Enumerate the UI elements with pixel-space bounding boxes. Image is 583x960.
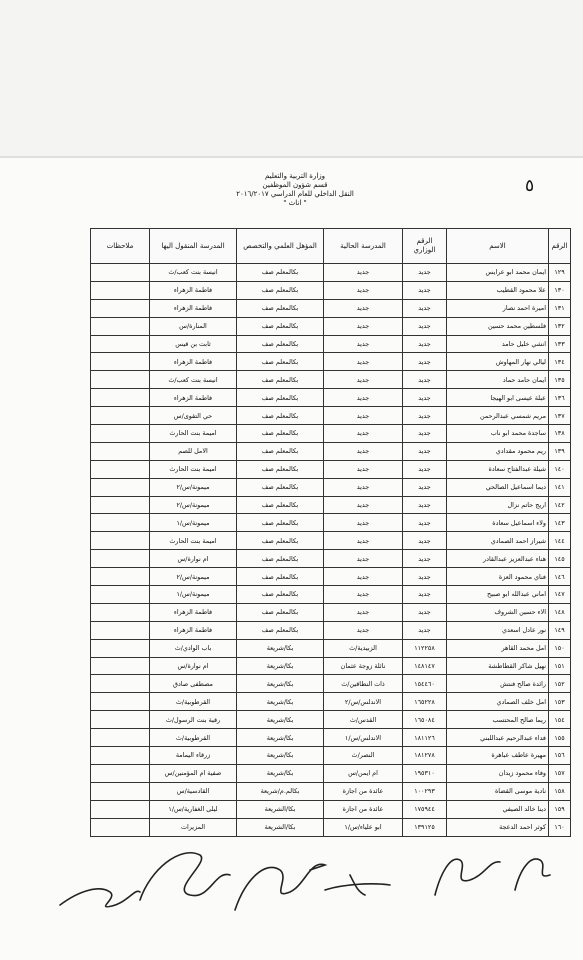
cell-qual: بكالمعلم صف bbox=[237, 389, 324, 407]
cell-id: ١٨١٢٧٨ bbox=[403, 747, 447, 765]
cell-no: ١٥٦ bbox=[549, 747, 571, 765]
cell-cur: الزبيدية/ث bbox=[324, 639, 403, 657]
cell-cur: جديد bbox=[324, 532, 403, 550]
cell-note bbox=[91, 317, 150, 335]
cell-no: ١٣٨ bbox=[549, 425, 571, 443]
cell-note bbox=[91, 407, 150, 425]
cell-no: ١٣٧ bbox=[549, 407, 571, 425]
cell-name: شيلة عبدالفتاح سعادة bbox=[447, 460, 549, 478]
cell-note bbox=[91, 299, 150, 317]
cell-name: ديما اسماعيل الصالحي bbox=[447, 478, 549, 496]
cell-note bbox=[91, 747, 150, 765]
cell-to: القرطوبية/ث bbox=[150, 729, 237, 747]
page-number: ٥ bbox=[525, 176, 535, 196]
table-row bbox=[91, 693, 571, 711]
cell-note bbox=[91, 675, 150, 693]
cell-no: ١٦٠ bbox=[549, 818, 571, 836]
signature-2 bbox=[140, 853, 230, 900]
cell-qual: بكا/الشريعة bbox=[237, 818, 324, 836]
signature-4 bbox=[325, 875, 390, 895]
table-row bbox=[91, 317, 571, 335]
cell-no: ١٤٩ bbox=[549, 621, 571, 639]
cell-no: ١٣١ bbox=[549, 299, 571, 317]
cell-qual: بكالمعلم صف bbox=[237, 532, 324, 550]
cell-no: ١٥٩ bbox=[549, 800, 571, 818]
cell-note bbox=[91, 693, 150, 711]
cell-cur: القدس/ث bbox=[324, 711, 403, 729]
transfer-table bbox=[90, 228, 571, 837]
header-category: " اناث " bbox=[283, 199, 307, 207]
cell-to: ام نوارة/س bbox=[150, 550, 237, 568]
cell-to: الامل للصم bbox=[150, 442, 237, 460]
cell-name: نادية موسى القضاة bbox=[447, 782, 549, 800]
cell-id: جديد bbox=[403, 371, 447, 389]
cell-to: اميمة بنت الحارث bbox=[150, 425, 237, 443]
cell-to: اميمة بنت الحارث bbox=[150, 532, 237, 550]
cell-note bbox=[91, 800, 150, 818]
cell-to: فاطمة الزهراء bbox=[150, 353, 237, 371]
signatures bbox=[40, 830, 560, 940]
cell-to: فاطمة الزهراء bbox=[150, 389, 237, 407]
table-row bbox=[91, 729, 571, 747]
cell-cur: جديد bbox=[324, 460, 403, 478]
table-row bbox=[91, 281, 571, 299]
cell-name: كوثر احمد الدعجة bbox=[447, 818, 549, 836]
cell-qual: بكا/شريعة bbox=[237, 675, 324, 693]
cell-cur: جديد bbox=[324, 514, 403, 532]
cell-no: ١٣٩ bbox=[549, 442, 571, 460]
cell-cur: النصر/ث bbox=[324, 747, 403, 765]
cell-cur: جديد bbox=[324, 621, 403, 639]
cell-to: زرقاء اليمامة bbox=[150, 747, 237, 765]
cell-name: ولاء اسماعيل سعادة bbox=[447, 514, 549, 532]
cell-no: ١٥٢ bbox=[549, 675, 571, 693]
cell-note bbox=[91, 335, 150, 353]
cell-qual: بكا/شريعة bbox=[237, 639, 324, 657]
cell-name: اماني عبدالله ابو صبيح bbox=[447, 586, 549, 604]
cell-qual: بكالمعلم صف bbox=[237, 478, 324, 496]
header-department: قسم شؤون الموظفين bbox=[262, 181, 328, 189]
cell-qual: بكا/شريعة bbox=[237, 693, 324, 711]
cell-qual: بكا/شريعة bbox=[237, 729, 324, 747]
cell-cur: نائلة زوجة عثمان bbox=[324, 657, 403, 675]
cell-no: ١٤٧ bbox=[549, 586, 571, 604]
cell-id: جديد bbox=[403, 532, 447, 550]
cell-id: جديد bbox=[403, 478, 447, 496]
cell-note bbox=[91, 442, 150, 460]
table-row bbox=[91, 568, 571, 586]
cell-qual: بكالمعلم صف bbox=[237, 299, 324, 317]
cell-qual: بكالمعلم صف bbox=[237, 442, 324, 460]
cell-cur: جديد bbox=[324, 425, 403, 443]
table-row bbox=[91, 532, 571, 550]
table-row bbox=[91, 621, 571, 639]
cell-name: دينا خالد الصيفي bbox=[447, 800, 549, 818]
cell-qual: بكالمعلم صف bbox=[237, 568, 324, 586]
cell-cur: عائدة من اجازة bbox=[324, 800, 403, 818]
cell-name: رائدة صالح فنتش bbox=[447, 675, 549, 693]
cell-qual: بكالمعلم صف bbox=[237, 496, 324, 514]
column-header: الاسم bbox=[447, 229, 549, 264]
cell-to: القادسية/س bbox=[150, 782, 237, 800]
cell-to: اميمة بنت الحارث bbox=[150, 460, 237, 478]
cell-to: فاطمة الزهراء bbox=[150, 299, 237, 317]
cell-no: ١٤٣ bbox=[549, 514, 571, 532]
cell-no: ١٥١ bbox=[549, 657, 571, 675]
cell-cur: جديد bbox=[324, 550, 403, 568]
cell-qual: بكالمعلم صف bbox=[237, 621, 324, 639]
cell-no: ١٥٥ bbox=[549, 729, 571, 747]
cell-cur: جديد bbox=[324, 299, 403, 317]
cell-qual: بكالمعلم صف bbox=[237, 550, 324, 568]
cell-id: ١٤٨١٤٧ bbox=[403, 657, 447, 675]
table-row bbox=[91, 586, 571, 604]
cell-to: المزيرات bbox=[150, 818, 237, 836]
table-row bbox=[91, 353, 571, 371]
cell-note bbox=[91, 532, 150, 550]
cell-to: ميمونة/س/٢ bbox=[150, 478, 237, 496]
cell-to: باب الوادي/ث bbox=[150, 639, 237, 657]
column-header: الرقم الوزاري bbox=[403, 229, 447, 264]
cell-no: ١٤٥ bbox=[549, 550, 571, 568]
table-row bbox=[91, 371, 571, 389]
cell-name: اميرة احمد نصار bbox=[447, 299, 549, 317]
cell-no: ١٣٣ bbox=[549, 335, 571, 353]
cell-id: جديد bbox=[403, 281, 447, 299]
cell-to: ثابت بن قيس bbox=[150, 335, 237, 353]
cell-name: اريج حاتم نزال bbox=[447, 496, 549, 514]
cell-note bbox=[91, 460, 150, 478]
cell-id: جديد bbox=[403, 264, 447, 282]
cell-id: جديد bbox=[403, 603, 447, 621]
cell-qual: بكالمعلم صف bbox=[237, 317, 324, 335]
cell-cur: الاندلس/س/١ bbox=[324, 729, 403, 747]
cell-no: ١٥٧ bbox=[549, 764, 571, 782]
cell-name: مهيرة عاطف عباهرة bbox=[447, 747, 549, 765]
table-row bbox=[91, 764, 571, 782]
table-row bbox=[91, 299, 571, 317]
table-row bbox=[91, 747, 571, 765]
table-row bbox=[91, 442, 571, 460]
cell-to: حي التقوى/س bbox=[150, 407, 237, 425]
cell-to: فاطمة الزهراء bbox=[150, 603, 237, 621]
cell-note bbox=[91, 550, 150, 568]
cell-id: جديد bbox=[403, 460, 447, 478]
cell-note bbox=[91, 389, 150, 407]
cell-qual: بكالمعلم صف bbox=[237, 514, 324, 532]
cell-qual: بكالمعلم صف bbox=[237, 586, 324, 604]
header-subject: النقل الداخلي للعام الدراسي ٢٠١٦/٢٠١٧ bbox=[236, 190, 354, 198]
cell-no: ١٣٥ bbox=[549, 371, 571, 389]
cell-name: ريم محمود مقدادي bbox=[447, 442, 549, 460]
cell-qual: بكالم.م/شريعة bbox=[237, 782, 324, 800]
signature-3 bbox=[235, 864, 325, 910]
cell-note bbox=[91, 586, 150, 604]
cell-name: ايمان محمد ابو عرايس bbox=[447, 264, 549, 282]
table-row bbox=[91, 335, 571, 353]
cell-note bbox=[91, 496, 150, 514]
column-header: المدرسة المنقول اليها bbox=[150, 229, 237, 264]
cell-to: المنارة/س bbox=[150, 317, 237, 335]
cell-cur: جديد bbox=[324, 407, 403, 425]
cell-to: رقية بنت الرسول/ث bbox=[150, 711, 237, 729]
cell-id: ١٦٥٢٢٨ bbox=[403, 693, 447, 711]
cell-id: جديد bbox=[403, 425, 447, 443]
cell-qual: بكا/شريعة bbox=[237, 747, 324, 765]
cell-name: امل خلف الصمادي bbox=[447, 693, 549, 711]
cell-cur: جديد bbox=[324, 389, 403, 407]
signature-6 bbox=[515, 859, 550, 890]
cell-name: مريم شمسي عبدالرحمن bbox=[447, 407, 549, 425]
cell-name: امل محمد القاهر bbox=[447, 639, 549, 657]
cell-no: ١٥٠ bbox=[549, 639, 571, 657]
cell-id: جديد bbox=[403, 353, 447, 371]
table-header bbox=[91, 229, 571, 264]
cell-qual: بكالمعلم صف bbox=[237, 353, 324, 371]
cell-qual: بكالمعلم صف bbox=[237, 281, 324, 299]
cell-name: فداء عبدالرحيم عبداللبني bbox=[447, 729, 549, 747]
cell-name: فناي محمود العزة bbox=[447, 568, 549, 586]
cell-qual: بكالمعلم صف bbox=[237, 460, 324, 478]
cell-qual: بكالمعلم صف bbox=[237, 407, 324, 425]
table-row bbox=[91, 478, 571, 496]
table-row bbox=[91, 675, 571, 693]
cell-to: فاطمة الزهراء bbox=[150, 281, 237, 299]
cell-to: انيسة بنت كعب/ث bbox=[150, 264, 237, 282]
cell-name: عبلة عيسى ابو الهيجا bbox=[447, 389, 549, 407]
cell-id: جديد bbox=[403, 568, 447, 586]
cell-no: ١٥٨ bbox=[549, 782, 571, 800]
cell-name: نور عادل اسعدي bbox=[447, 621, 549, 639]
cell-cur: جديد bbox=[324, 478, 403, 496]
cell-note bbox=[91, 729, 150, 747]
cell-id: جديد bbox=[403, 550, 447, 568]
cell-cur: ام ايمن/س bbox=[324, 764, 403, 782]
cell-qual: بكالمعلم صف bbox=[237, 264, 324, 282]
cell-no: ١٥٣ bbox=[549, 693, 571, 711]
cell-note bbox=[91, 603, 150, 621]
cell-id: جديد bbox=[403, 389, 447, 407]
cell-id: ١٥٤٤٦٠ bbox=[403, 675, 447, 693]
cell-qual: بكا/الشريعة bbox=[237, 800, 324, 818]
cell-cur: جديد bbox=[324, 442, 403, 460]
table-row bbox=[91, 407, 571, 425]
cell-to: فاطمة الزهراء bbox=[150, 621, 237, 639]
cell-no: ١٤٢ bbox=[549, 496, 571, 514]
cell-id: ١٠٠٢٩٣ bbox=[403, 782, 447, 800]
table-row bbox=[91, 514, 571, 532]
table-row bbox=[91, 800, 571, 818]
cell-to: انيسة بنت كعب/ث bbox=[150, 371, 237, 389]
table-row bbox=[91, 782, 571, 800]
cell-note bbox=[91, 621, 150, 639]
cell-note bbox=[91, 782, 150, 800]
cell-name: هناء عبدالعزيز عبدالقادر bbox=[447, 550, 549, 568]
cell-cur: جديد bbox=[324, 371, 403, 389]
cell-cur: جديد bbox=[324, 603, 403, 621]
cell-id: ١٨١١٢٦ bbox=[403, 729, 447, 747]
cell-id: جديد bbox=[403, 514, 447, 532]
table-row bbox=[91, 460, 571, 478]
cell-id: ١١٢٢٥٨ bbox=[403, 639, 447, 657]
cell-name: شيراز احمد الصمادي bbox=[447, 532, 549, 550]
cell-name: ايمان حامد حماد bbox=[447, 371, 549, 389]
cell-id: جديد bbox=[403, 442, 447, 460]
cell-note bbox=[91, 711, 150, 729]
cell-id: جديد bbox=[403, 335, 447, 353]
cell-name: انشي خليل حامد bbox=[447, 335, 549, 353]
cell-name: الاء حسين الشروف bbox=[447, 603, 549, 621]
table-row bbox=[91, 496, 571, 514]
cell-note bbox=[91, 264, 150, 282]
cell-name: ليالي نهار المهاوش bbox=[447, 353, 549, 371]
cell-no: ١٥٤ bbox=[549, 711, 571, 729]
cell-qual: بكا/شريعة bbox=[237, 657, 324, 675]
cell-qual: بكالمعلم صف bbox=[237, 603, 324, 621]
cell-id: ١٣٩١٢٥ bbox=[403, 818, 447, 836]
cell-no: ١٣٤ bbox=[549, 353, 571, 371]
cell-note bbox=[91, 514, 150, 532]
cell-id: جديد bbox=[403, 317, 447, 335]
header-ministry: وزارة التربية والتعليم bbox=[264, 172, 326, 180]
table-row bbox=[91, 550, 571, 568]
cell-to: صفية ام المؤمنين/س bbox=[150, 764, 237, 782]
cell-cur: جديد bbox=[324, 317, 403, 335]
cell-note bbox=[91, 371, 150, 389]
cell-no: ١٣٦ bbox=[549, 389, 571, 407]
column-header: المؤهل العلمي والتخصص bbox=[237, 229, 324, 264]
cell-id: ١٩٥٣١٠ bbox=[403, 764, 447, 782]
table-row bbox=[91, 711, 571, 729]
cell-to: ام نوارة/س bbox=[150, 657, 237, 675]
cell-to: ميمونة/س/١ bbox=[150, 514, 237, 532]
cell-qual: بكالمعلم صف bbox=[237, 425, 324, 443]
cell-to: ميمونة/س/١ bbox=[150, 586, 237, 604]
cell-name: وفاء محمود زيدان bbox=[447, 764, 549, 782]
cell-note bbox=[91, 764, 150, 782]
cell-cur: جديد bbox=[324, 353, 403, 371]
cell-note bbox=[91, 281, 150, 299]
cell-to: مصطفى صادق bbox=[150, 675, 237, 693]
cell-note bbox=[91, 568, 150, 586]
cell-name: علا محمود القطيب bbox=[447, 281, 549, 299]
cell-note bbox=[91, 478, 150, 496]
cell-qual: بكالمعلم صف bbox=[237, 335, 324, 353]
cell-id: جديد bbox=[403, 407, 447, 425]
cell-no: ١٤٨ bbox=[549, 603, 571, 621]
cell-name: ساجدة محمد ابو ناب bbox=[447, 425, 549, 443]
cell-note bbox=[91, 657, 150, 675]
column-header: ملاحظات bbox=[91, 229, 150, 264]
table-row bbox=[91, 657, 571, 675]
cell-qual: بكا/شريعة bbox=[237, 764, 324, 782]
cell-id: جديد bbox=[403, 299, 447, 317]
cell-cur: جديد bbox=[324, 568, 403, 586]
cell-no: ١٤٦ bbox=[549, 568, 571, 586]
cell-name: فلسطين محمد حسين bbox=[447, 317, 549, 335]
cell-cur: جديد bbox=[324, 335, 403, 353]
table-row bbox=[91, 639, 571, 657]
cell-no: ١٤١ bbox=[549, 478, 571, 496]
cell-id: ١٧٥٩٤٤ bbox=[403, 800, 447, 818]
cell-cur: عائدة من اجازة bbox=[324, 782, 403, 800]
cell-cur: ابو علياء/س/١ bbox=[324, 818, 403, 836]
table-body bbox=[91, 264, 571, 837]
table-row bbox=[91, 389, 571, 407]
cell-cur: جديد bbox=[324, 586, 403, 604]
column-header: المدرسة الحالية bbox=[324, 229, 403, 264]
cell-cur: جديد bbox=[324, 496, 403, 514]
cell-note bbox=[91, 353, 150, 371]
cell-cur: جديد bbox=[324, 281, 403, 299]
cell-no: ١٢٩ bbox=[549, 264, 571, 282]
cell-no: ١٣٠ bbox=[549, 281, 571, 299]
cell-to: ليلى الغفارية/س/١ bbox=[150, 800, 237, 818]
table-row bbox=[91, 603, 571, 621]
cell-no: ١٤٤ bbox=[549, 532, 571, 550]
cell-name: ريما صالح المحتسب bbox=[447, 711, 549, 729]
cell-to: ميمونة/س/٢ bbox=[150, 496, 237, 514]
cell-no: ١٤٠ bbox=[549, 460, 571, 478]
cell-id: ١٦٥٠٨٤ bbox=[403, 711, 447, 729]
cell-to: القرطوبية/ث bbox=[150, 693, 237, 711]
column-header: الرقم bbox=[549, 229, 571, 264]
cell-cur: الاندلس/س/٢ bbox=[324, 693, 403, 711]
signature-5 bbox=[435, 859, 500, 895]
cell-qual: بكالمعلم صف bbox=[237, 371, 324, 389]
cell-cur: ذات النطاقين/ث bbox=[324, 675, 403, 693]
cell-name: نهيل شاكر القطاطشة bbox=[447, 657, 549, 675]
cell-note bbox=[91, 425, 150, 443]
cell-note bbox=[91, 639, 150, 657]
cell-qual: بكا/شريعة bbox=[237, 711, 324, 729]
cell-id: جديد bbox=[403, 496, 447, 514]
cell-id: جديد bbox=[403, 586, 447, 604]
document-header bbox=[180, 172, 410, 208]
cell-to: ميمونة/س/٢ bbox=[150, 568, 237, 586]
signature-1 bbox=[60, 889, 140, 907]
cell-cur: جديد bbox=[324, 264, 403, 282]
cell-id: جديد bbox=[403, 621, 447, 639]
table-row bbox=[91, 425, 571, 443]
cell-no: ١٣٢ bbox=[549, 317, 571, 335]
table-row bbox=[91, 264, 571, 282]
